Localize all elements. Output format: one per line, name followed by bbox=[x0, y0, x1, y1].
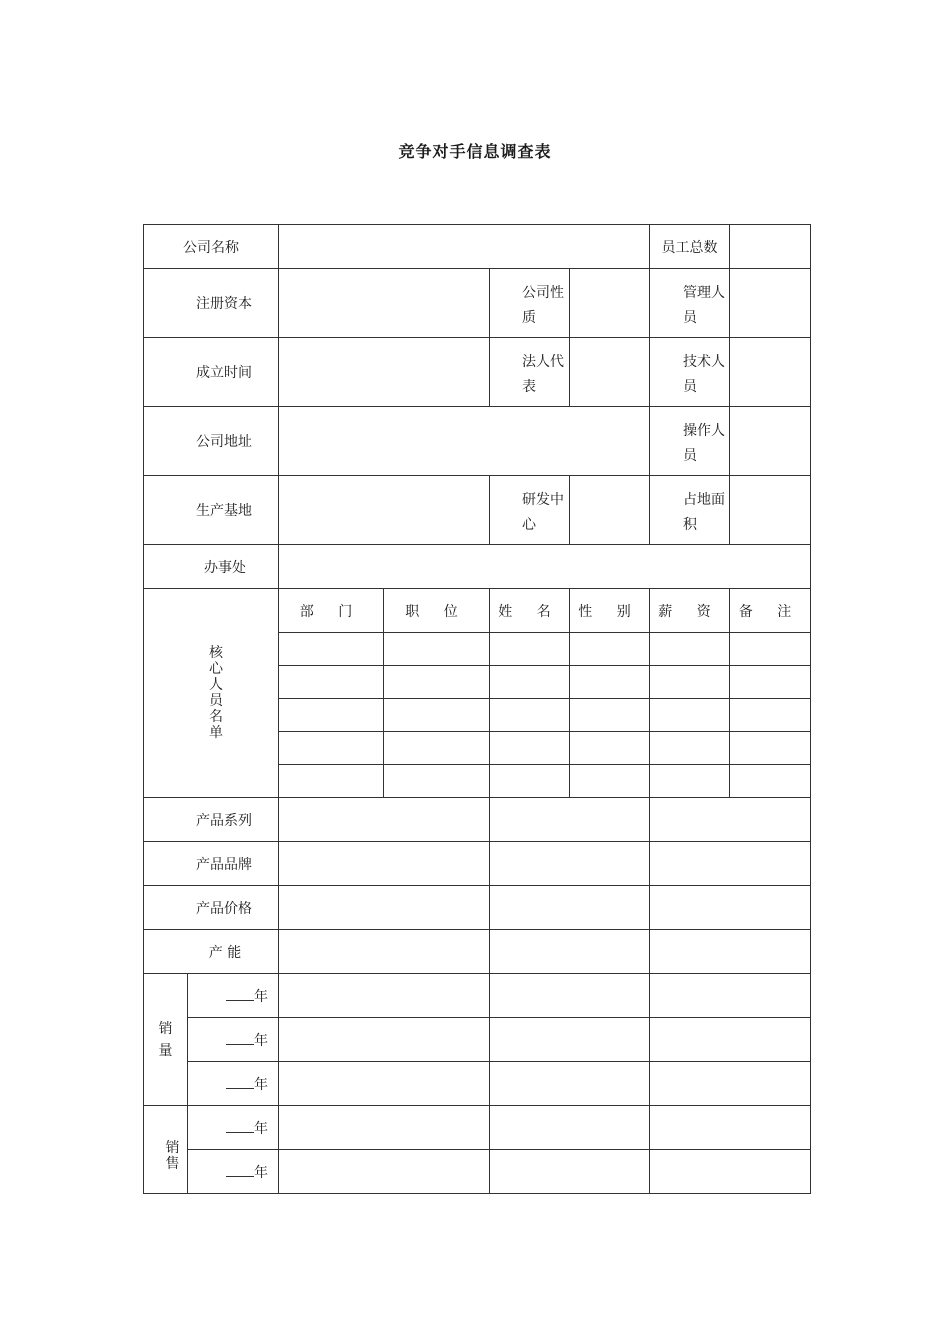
floor-area-label: 占地面积 bbox=[650, 476, 730, 545]
sales-volume-field[interactable] bbox=[279, 1018, 490, 1062]
registered-capital-field[interactable] bbox=[279, 269, 490, 338]
sales-field[interactable] bbox=[490, 1150, 650, 1194]
legal-rep-field[interactable] bbox=[570, 338, 650, 407]
capacity-field-3[interactable] bbox=[650, 930, 811, 974]
table-cell[interactable] bbox=[730, 633, 811, 666]
table-cell[interactable] bbox=[570, 732, 650, 765]
capacity-field-2[interactable] bbox=[490, 930, 650, 974]
year-label: 年 bbox=[188, 1150, 279, 1194]
product-price-field-1[interactable] bbox=[279, 886, 490, 930]
product-brand-field-2[interactable] bbox=[490, 842, 650, 886]
column-header-remarks: 备 注 bbox=[730, 589, 811, 633]
table-cell[interactable] bbox=[384, 699, 490, 732]
rnd-center-field[interactable] bbox=[570, 476, 650, 545]
table-cell[interactable] bbox=[490, 633, 570, 666]
table-cell[interactable] bbox=[490, 666, 570, 699]
page-title: 竞争对手信息调查表 bbox=[398, 142, 552, 161]
sales-volume-field[interactable] bbox=[650, 974, 811, 1018]
column-header-gender: 性 别 bbox=[570, 589, 650, 633]
table-cell[interactable] bbox=[730, 732, 811, 765]
column-header-name: 姓 名 bbox=[490, 589, 570, 633]
employee-total-label: 员工总数 bbox=[650, 225, 730, 269]
table-cell[interactable] bbox=[730, 765, 811, 798]
table-cell[interactable] bbox=[570, 633, 650, 666]
table-cell[interactable] bbox=[730, 666, 811, 699]
sales-field[interactable] bbox=[650, 1150, 811, 1194]
table-cell[interactable] bbox=[570, 666, 650, 699]
year-label: 年 bbox=[188, 1018, 279, 1062]
office-label: 办事处 bbox=[144, 545, 279, 589]
product-series-label: 产品系列 bbox=[144, 798, 279, 842]
product-price-label: 产品价格 bbox=[144, 886, 279, 930]
office-field[interactable] bbox=[279, 545, 811, 589]
production-base-label: 生产基地 bbox=[144, 476, 279, 545]
product-brand-label: 产品品牌 bbox=[144, 842, 279, 886]
sales-field[interactable] bbox=[279, 1150, 490, 1194]
sales-field[interactable] bbox=[490, 1106, 650, 1150]
sales-volume-field[interactable] bbox=[650, 1018, 811, 1062]
table-cell[interactable] bbox=[384, 765, 490, 798]
sales-volume-field[interactable] bbox=[490, 1018, 650, 1062]
year-label: 年 bbox=[188, 1062, 279, 1106]
management-staff-label: 管理人员 bbox=[650, 269, 730, 338]
product-brand-field-3[interactable] bbox=[650, 842, 811, 886]
product-brand-field-1[interactable] bbox=[279, 842, 490, 886]
sales-label: 销售 bbox=[144, 1106, 188, 1194]
tech-staff-label: 技术人员 bbox=[650, 338, 730, 407]
product-price-field-2[interactable] bbox=[490, 886, 650, 930]
operators-field[interactable] bbox=[730, 407, 811, 476]
table-cell[interactable] bbox=[384, 633, 490, 666]
table-cell[interactable] bbox=[279, 699, 384, 732]
sales-volume-field[interactable] bbox=[279, 1062, 490, 1106]
column-header-dept: 部 门 bbox=[279, 589, 384, 633]
table-cell[interactable] bbox=[279, 633, 384, 666]
product-series-field-1[interactable] bbox=[279, 798, 490, 842]
floor-area-field[interactable] bbox=[730, 476, 811, 545]
employee-total-field[interactable] bbox=[730, 225, 811, 269]
table-cell[interactable] bbox=[490, 732, 570, 765]
table-cell[interactable] bbox=[650, 633, 730, 666]
address-label: 公司地址 bbox=[144, 407, 279, 476]
sales-volume-label: 销量 bbox=[144, 974, 188, 1106]
year-label: 年 bbox=[188, 974, 279, 1018]
product-series-field-2[interactable] bbox=[490, 798, 650, 842]
founded-field[interactable] bbox=[279, 338, 490, 407]
table-cell[interactable] bbox=[570, 699, 650, 732]
column-header-position: 职 位 bbox=[384, 589, 490, 633]
sales-field[interactable] bbox=[650, 1106, 811, 1150]
capacity-field-1[interactable] bbox=[279, 930, 490, 974]
core-staff-list-label: 核心人员名单 bbox=[144, 589, 279, 798]
product-price-field-3[interactable] bbox=[650, 886, 811, 930]
table-cell[interactable] bbox=[730, 699, 811, 732]
founded-label: 成立时间 bbox=[144, 338, 279, 407]
table-cell[interactable] bbox=[279, 732, 384, 765]
table-cell[interactable] bbox=[490, 699, 570, 732]
table-cell[interactable] bbox=[384, 666, 490, 699]
column-header-salary: 薪 资 bbox=[650, 589, 730, 633]
company-nature-label: 公司性质 bbox=[490, 269, 570, 338]
product-series-field-3[interactable] bbox=[650, 798, 811, 842]
table-cell[interactable] bbox=[279, 666, 384, 699]
table-cell[interactable] bbox=[650, 765, 730, 798]
sales-volume-field[interactable] bbox=[650, 1062, 811, 1106]
year-label: 年 bbox=[188, 1106, 279, 1150]
company-name-label: 公司名称 bbox=[144, 225, 279, 269]
table-cell[interactable] bbox=[650, 666, 730, 699]
table-cell[interactable] bbox=[279, 765, 384, 798]
table-cell[interactable] bbox=[384, 732, 490, 765]
table-cell[interactable] bbox=[650, 699, 730, 732]
production-base-field[interactable] bbox=[279, 476, 490, 545]
address-field[interactable] bbox=[279, 407, 650, 476]
table-cell[interactable] bbox=[570, 765, 650, 798]
rnd-center-label: 研发中心 bbox=[490, 476, 570, 545]
sales-field[interactable] bbox=[279, 1106, 490, 1150]
company-name-field[interactable] bbox=[279, 225, 650, 269]
sales-volume-field[interactable] bbox=[490, 974, 650, 1018]
competitor-info-form bbox=[143, 224, 811, 1194]
operators-label: 操作人员 bbox=[650, 407, 730, 476]
registered-capital-label: 注册资本 bbox=[144, 269, 279, 338]
company-nature-field[interactable] bbox=[570, 269, 650, 338]
tech-staff-field[interactable] bbox=[730, 338, 811, 407]
capacity-label: 产 能 bbox=[144, 930, 279, 974]
table-cell[interactable] bbox=[650, 732, 730, 765]
sales-volume-field[interactable] bbox=[490, 1062, 650, 1106]
management-staff-field[interactable] bbox=[730, 269, 811, 338]
sales-volume-field[interactable] bbox=[279, 974, 490, 1018]
legal-rep-label: 法人代表 bbox=[490, 338, 570, 407]
table-cell[interactable] bbox=[490, 765, 570, 798]
